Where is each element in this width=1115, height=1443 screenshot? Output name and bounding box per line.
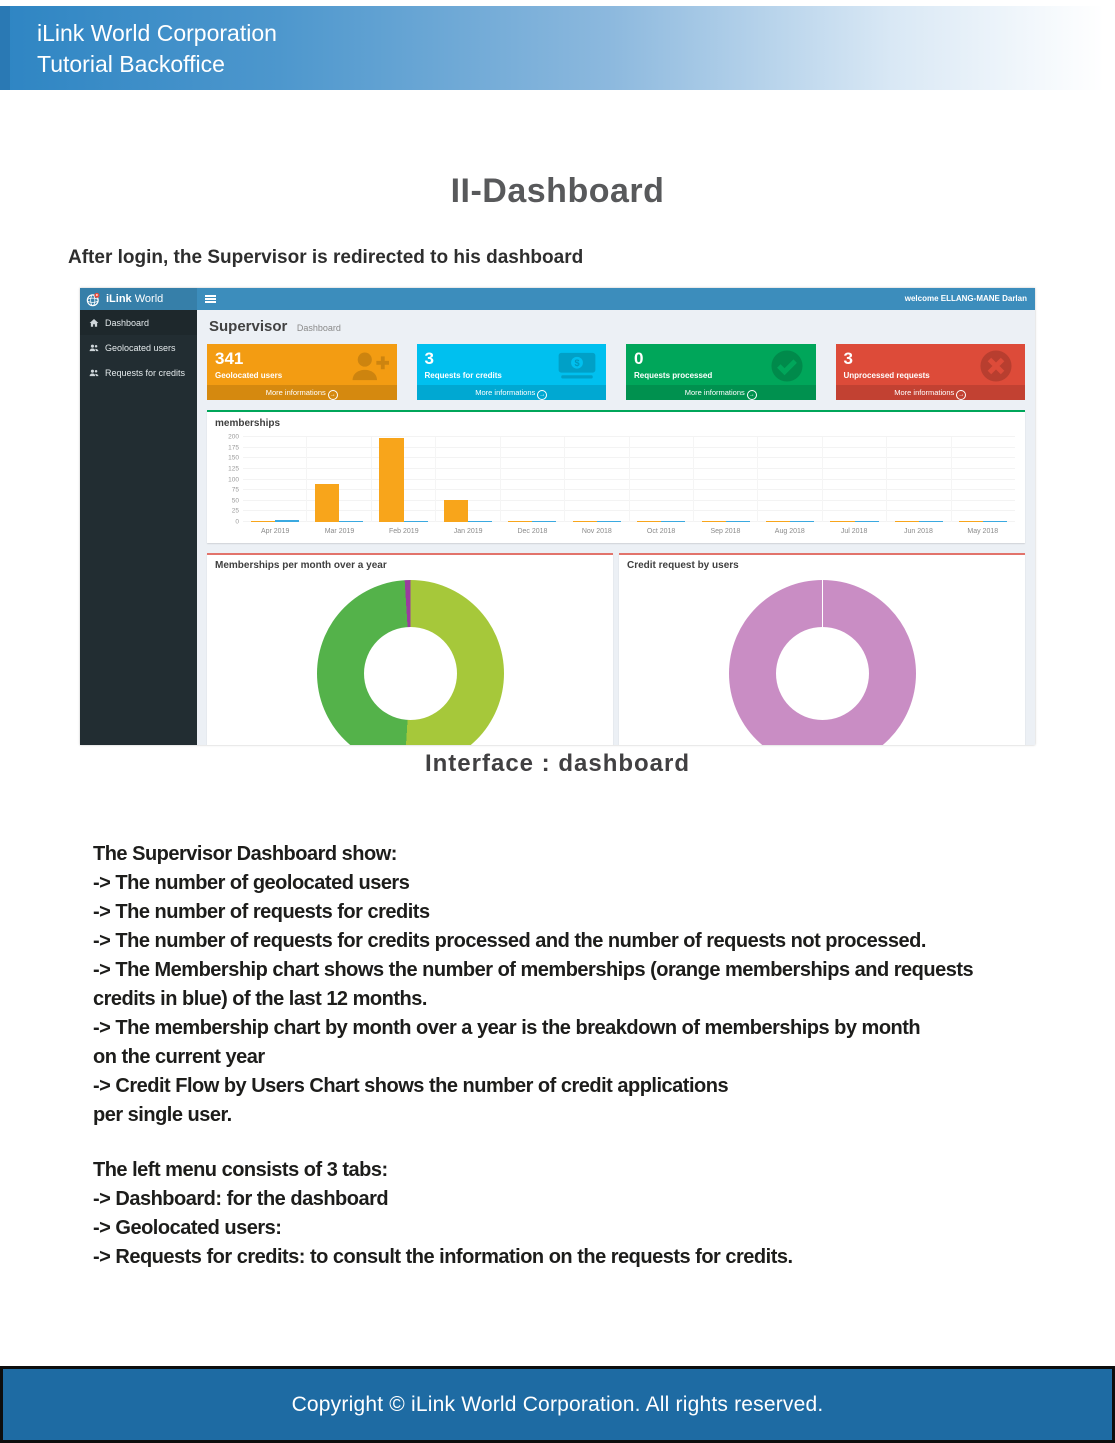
bar-requests-credits [468, 521, 492, 522]
paragraph-left-menu [93, 1156, 1075, 1272]
cross-circle-icon [975, 348, 1017, 384]
bar-memberships [251, 521, 275, 522]
content-heading [209, 318, 1025, 336]
copyright-text: Copyright © iLink World Corporation. All rights reserved. [291, 1392, 824, 1416]
money-icon [556, 348, 598, 384]
info-box-value: 3 [424, 349, 434, 368]
arrow-circle-right-icon: → [958, 392, 965, 398]
info-box-label: Requests processed [634, 371, 713, 380]
body-line: -> The number of geolocated users [93, 872, 410, 894]
menu-toggle-icon[interactable] [205, 295, 216, 303]
bar-memberships [959, 521, 983, 522]
body-line: -> Dashboard: for the dashboard [93, 1188, 389, 1210]
bar-memberships [702, 521, 726, 522]
bar-group [500, 437, 564, 522]
credit-request-donut-chart [729, 580, 916, 745]
body-line: credits in blue) of the last 12 months. [93, 988, 427, 1010]
info-box-label: Geolocated users [215, 371, 283, 380]
info-box-geolocated-users [207, 344, 397, 400]
content-breadcrumb: Dashboard [296, 323, 341, 333]
sidebar-item-label: Geolocated users [105, 342, 176, 353]
document-header-text [37, 18, 277, 80]
bar-requests-credits [983, 521, 1007, 522]
memberships-per-month-panel [207, 553, 613, 745]
bar-group [629, 437, 693, 522]
x-axis-tick: Jan 2019 [453, 528, 483, 535]
document-header-band [0, 6, 1115, 90]
arrow-circle-right-icon: → [748, 392, 755, 398]
body-line: -> The number of requests for credits [93, 901, 430, 923]
y-axis-tick: 25 [231, 507, 239, 515]
bar-requests-credits [532, 521, 556, 522]
x-axis-tick: May 2018 [967, 528, 999, 535]
body-line: The Supervisor Dashboard show: [93, 843, 397, 865]
x-axis-tick: Apr 2019 [260, 528, 290, 535]
paragraph-dashboard-description [93, 840, 1075, 1130]
x-axis-tick: Feb 2019 [389, 528, 419, 535]
bar-group [435, 437, 499, 522]
x-axis-tick: Mar 2019 [324, 528, 355, 535]
bar-plot [228, 433, 1015, 526]
more-informations-link[interactable] [836, 385, 1026, 400]
sidebar-item-label: Requests for credits [105, 367, 186, 378]
y-axis-tick: 75 [231, 486, 239, 494]
more-informations-link[interactable] [207, 385, 397, 400]
x-axis-tick: Oct 2018 [646, 528, 676, 535]
bar-requests-credits [661, 521, 685, 522]
x-axis-tick: Aug 2018 [774, 528, 805, 535]
bar-requests-credits [790, 521, 814, 522]
more-informations-label: More informations [894, 388, 955, 397]
bar-group [757, 437, 821, 522]
bar-requests-credits [275, 520, 299, 522]
content-area [197, 310, 1035, 745]
check-circle-icon [766, 348, 808, 384]
sidebar-item-dashboard[interactable] [80, 310, 197, 335]
y-axis-tick: 175 [228, 444, 239, 452]
y-axis-tick: 150 [228, 454, 239, 462]
bar-group [886, 437, 950, 522]
bar-memberships [895, 521, 919, 522]
content-title: Supervisor [209, 318, 288, 335]
brand-name-bold: iLink [106, 293, 132, 305]
body-line: -> The membership chart by month over a year is the breakdown of memberships by month [93, 1017, 921, 1039]
body-line: The left menu consists of 3 tabs: [93, 1159, 388, 1181]
y-axis-tick: 100 [228, 476, 239, 483]
info-box-value: 0 [634, 349, 644, 368]
y-axis-tick: 50 [231, 497, 239, 505]
svg-text:$: $ [574, 358, 580, 368]
x-axis-tick: Jul 2018 [840, 528, 868, 535]
bar-memberships [379, 438, 403, 522]
dashboard-screenshot [80, 288, 1035, 745]
bar-group [243, 437, 306, 522]
memberships-donut-chart [317, 580, 504, 745]
more-informations-link[interactable] [626, 385, 816, 400]
brand-logo-area[interactable] [80, 288, 197, 310]
sidebar-item-geolocated-users[interactable] [80, 335, 197, 360]
info-box-unprocessed-requests [836, 344, 1026, 400]
page-title: II-Dashboard [450, 172, 665, 210]
info-box-row [207, 344, 1025, 400]
info-box-label: Unprocessed requests [843, 371, 930, 380]
top-navbar [197, 288, 1035, 310]
info-box-requests-processed [626, 344, 816, 400]
sidebar-item-requests-for-credits[interactable] [80, 360, 197, 385]
arrow-circle-right-icon: → [539, 392, 546, 398]
credit-request-panel [619, 553, 1025, 745]
info-box-label: Requests for credits [424, 371, 502, 380]
more-informations-label: More informations [475, 388, 536, 397]
bar-memberships [766, 521, 790, 522]
bar-memberships [508, 521, 532, 522]
bar-requests-credits [855, 521, 879, 522]
more-informations-label: More informations [265, 388, 326, 397]
bar-group [951, 437, 1015, 522]
globe-logo-icon [86, 292, 101, 307]
x-axis-tick: Dec 2018 [517, 528, 548, 535]
memberships-panel-title: memberships [215, 418, 281, 429]
bar-group [693, 437, 757, 522]
bar-requests-credits [726, 521, 750, 522]
memberships-panel [207, 410, 1025, 543]
donut-panels-row [207, 553, 1025, 745]
body-line: -> Credit Flow by Users Chart shows the number of credit applications [93, 1075, 729, 1097]
bar-requests-credits [919, 521, 943, 522]
bar-memberships [573, 521, 597, 522]
more-informations-label: More informations [684, 388, 745, 397]
x-axis-tick: Sep 2018 [710, 528, 741, 535]
document-subtitle: Tutorial Backoffice [37, 51, 225, 77]
bar-memberships [830, 521, 854, 522]
company-name: iLink World Corporation [37, 20, 277, 46]
donut-panel-title: Memberships per month over a year [215, 560, 387, 571]
memberships-chart [215, 431, 1017, 534]
bar-group [371, 437, 435, 522]
body-line: -> The Membership chart shows the number of memberships (orange memberships and requests [93, 959, 974, 981]
info-box-value: 3 [843, 349, 853, 368]
users-icon [89, 343, 99, 353]
bar-x-labels [243, 528, 1015, 535]
sidebar [80, 310, 197, 745]
intro-text: After login, the Supervisor is redirected to his dashboard [68, 247, 584, 268]
screenshot-caption: Interface : dashboard [424, 750, 691, 777]
bar-group [822, 437, 886, 522]
y-axis-tick: 125 [228, 465, 239, 473]
y-axis-tick: 200 [228, 433, 239, 441]
donut-panel-title: Credit request by users [627, 560, 739, 571]
user-menu[interactable]: welcome ELLANG-MANE Darlan [904, 294, 1027, 303]
bar-requests-credits [597, 521, 621, 522]
bar-requests-credits [339, 521, 363, 522]
bars [243, 437, 1015, 522]
x-axis-tick: Nov 2018 [581, 528, 612, 535]
users-icon [89, 368, 99, 378]
user-plus-icon [347, 348, 389, 384]
more-informations-link[interactable] [417, 385, 607, 400]
info-box-requests-for-credits [417, 344, 607, 400]
sidebar-item-label: Dashboard [105, 317, 150, 328]
body-line: -> Geolocated users: [93, 1217, 282, 1239]
brand-name-rest: World [134, 293, 164, 305]
bar-memberships [637, 521, 661, 522]
body-line: -> Requests for credits: to consult the information on the requests for credits. [93, 1246, 793, 1268]
body-text [93, 840, 1075, 1272]
bar-group [564, 437, 628, 522]
document-footer [0, 1366, 1115, 1443]
body-line: per single user. [93, 1104, 232, 1126]
x-axis-tick: Jun 2018 [904, 528, 933, 535]
bar-group [306, 437, 370, 522]
info-box-value: 341 [215, 349, 244, 368]
arrow-circle-right-icon: → [329, 392, 336, 398]
body-line: on the current year [93, 1046, 265, 1068]
bar-requests-credits [404, 521, 428, 522]
body-line: -> The number of requests for credits processed and the number of requests not processed. [93, 930, 926, 952]
home-icon [89, 318, 99, 328]
y-axis-tick: 0 [235, 518, 239, 526]
bar-memberships [444, 500, 468, 522]
bar-memberships [315, 484, 339, 522]
